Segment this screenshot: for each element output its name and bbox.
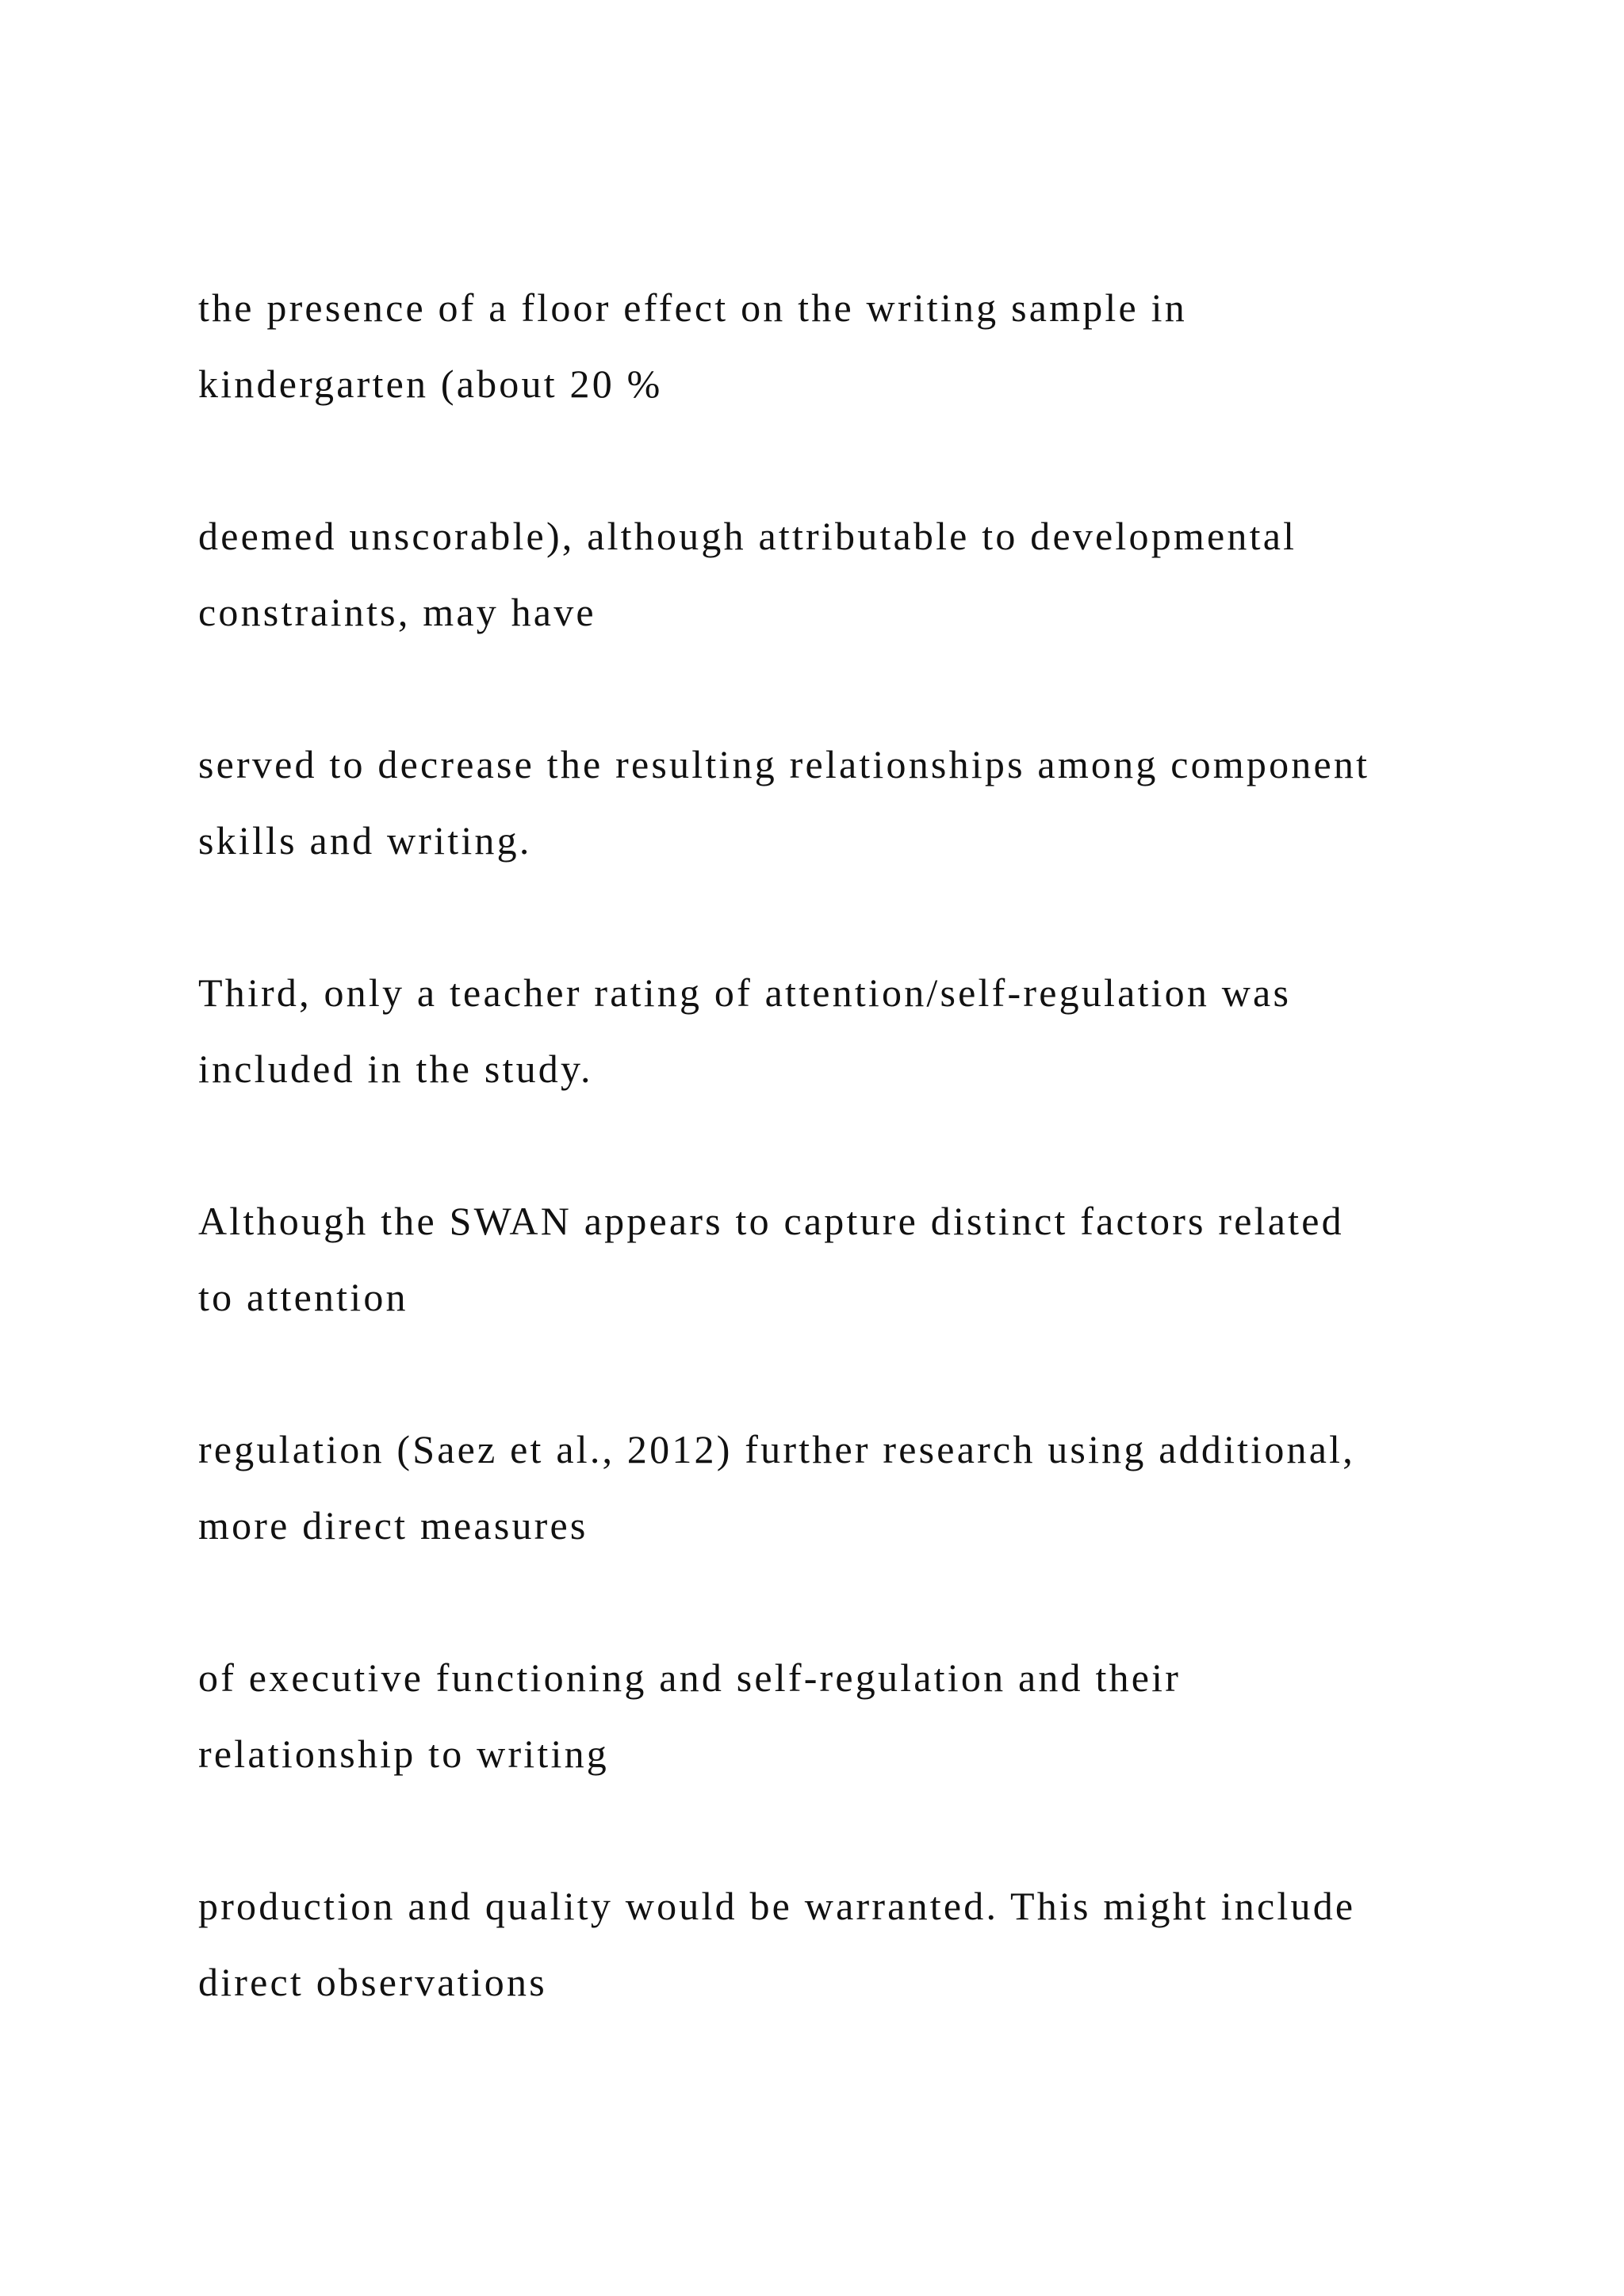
- text-line: Third, only a teacher rating of attention/self-regulation was: [198, 970, 1292, 1015]
- text-line: served to decrease the resulting relationships among component: [198, 742, 1370, 786]
- text-line: direct observations: [198, 1960, 547, 2004]
- text-line: included in the study.: [198, 1047, 593, 1091]
- body-text: [198, 270, 1483, 2096]
- text-line: to attention: [198, 1275, 408, 1319]
- paragraph: [198, 1640, 1483, 1792]
- text-line: constraints, may have: [198, 590, 596, 634]
- paragraph: [198, 726, 1483, 878]
- text-line: kindergarten (about 20 %: [198, 362, 663, 406]
- paragraph: [198, 498, 1483, 650]
- text-line: Although the SWAN appears to capture distinct factors related: [198, 1199, 1344, 1243]
- paragraph: [198, 955, 1483, 1107]
- text-line: relationship to writing: [198, 1732, 609, 1776]
- text-line: production and quality would be warranted. This might include: [198, 1884, 1356, 1928]
- paragraph: [198, 1183, 1483, 1335]
- paragraph: [198, 1868, 1483, 2020]
- paragraph: [198, 270, 1483, 422]
- text-line: deemed unscorable), although attributable to developmental: [198, 514, 1297, 558]
- text-line: regulation (Saez et al., 2012) further research using additional,: [198, 1427, 1355, 1471]
- text-line: of executive functioning and self-regulation and their: [198, 1655, 1182, 1700]
- paragraph: [198, 1411, 1483, 1563]
- text-line: the presence of a floor effect on the writing sample in: [198, 285, 1187, 330]
- text-line: skills and writing.: [198, 818, 532, 863]
- text-line: more direct measures: [198, 1503, 588, 1548]
